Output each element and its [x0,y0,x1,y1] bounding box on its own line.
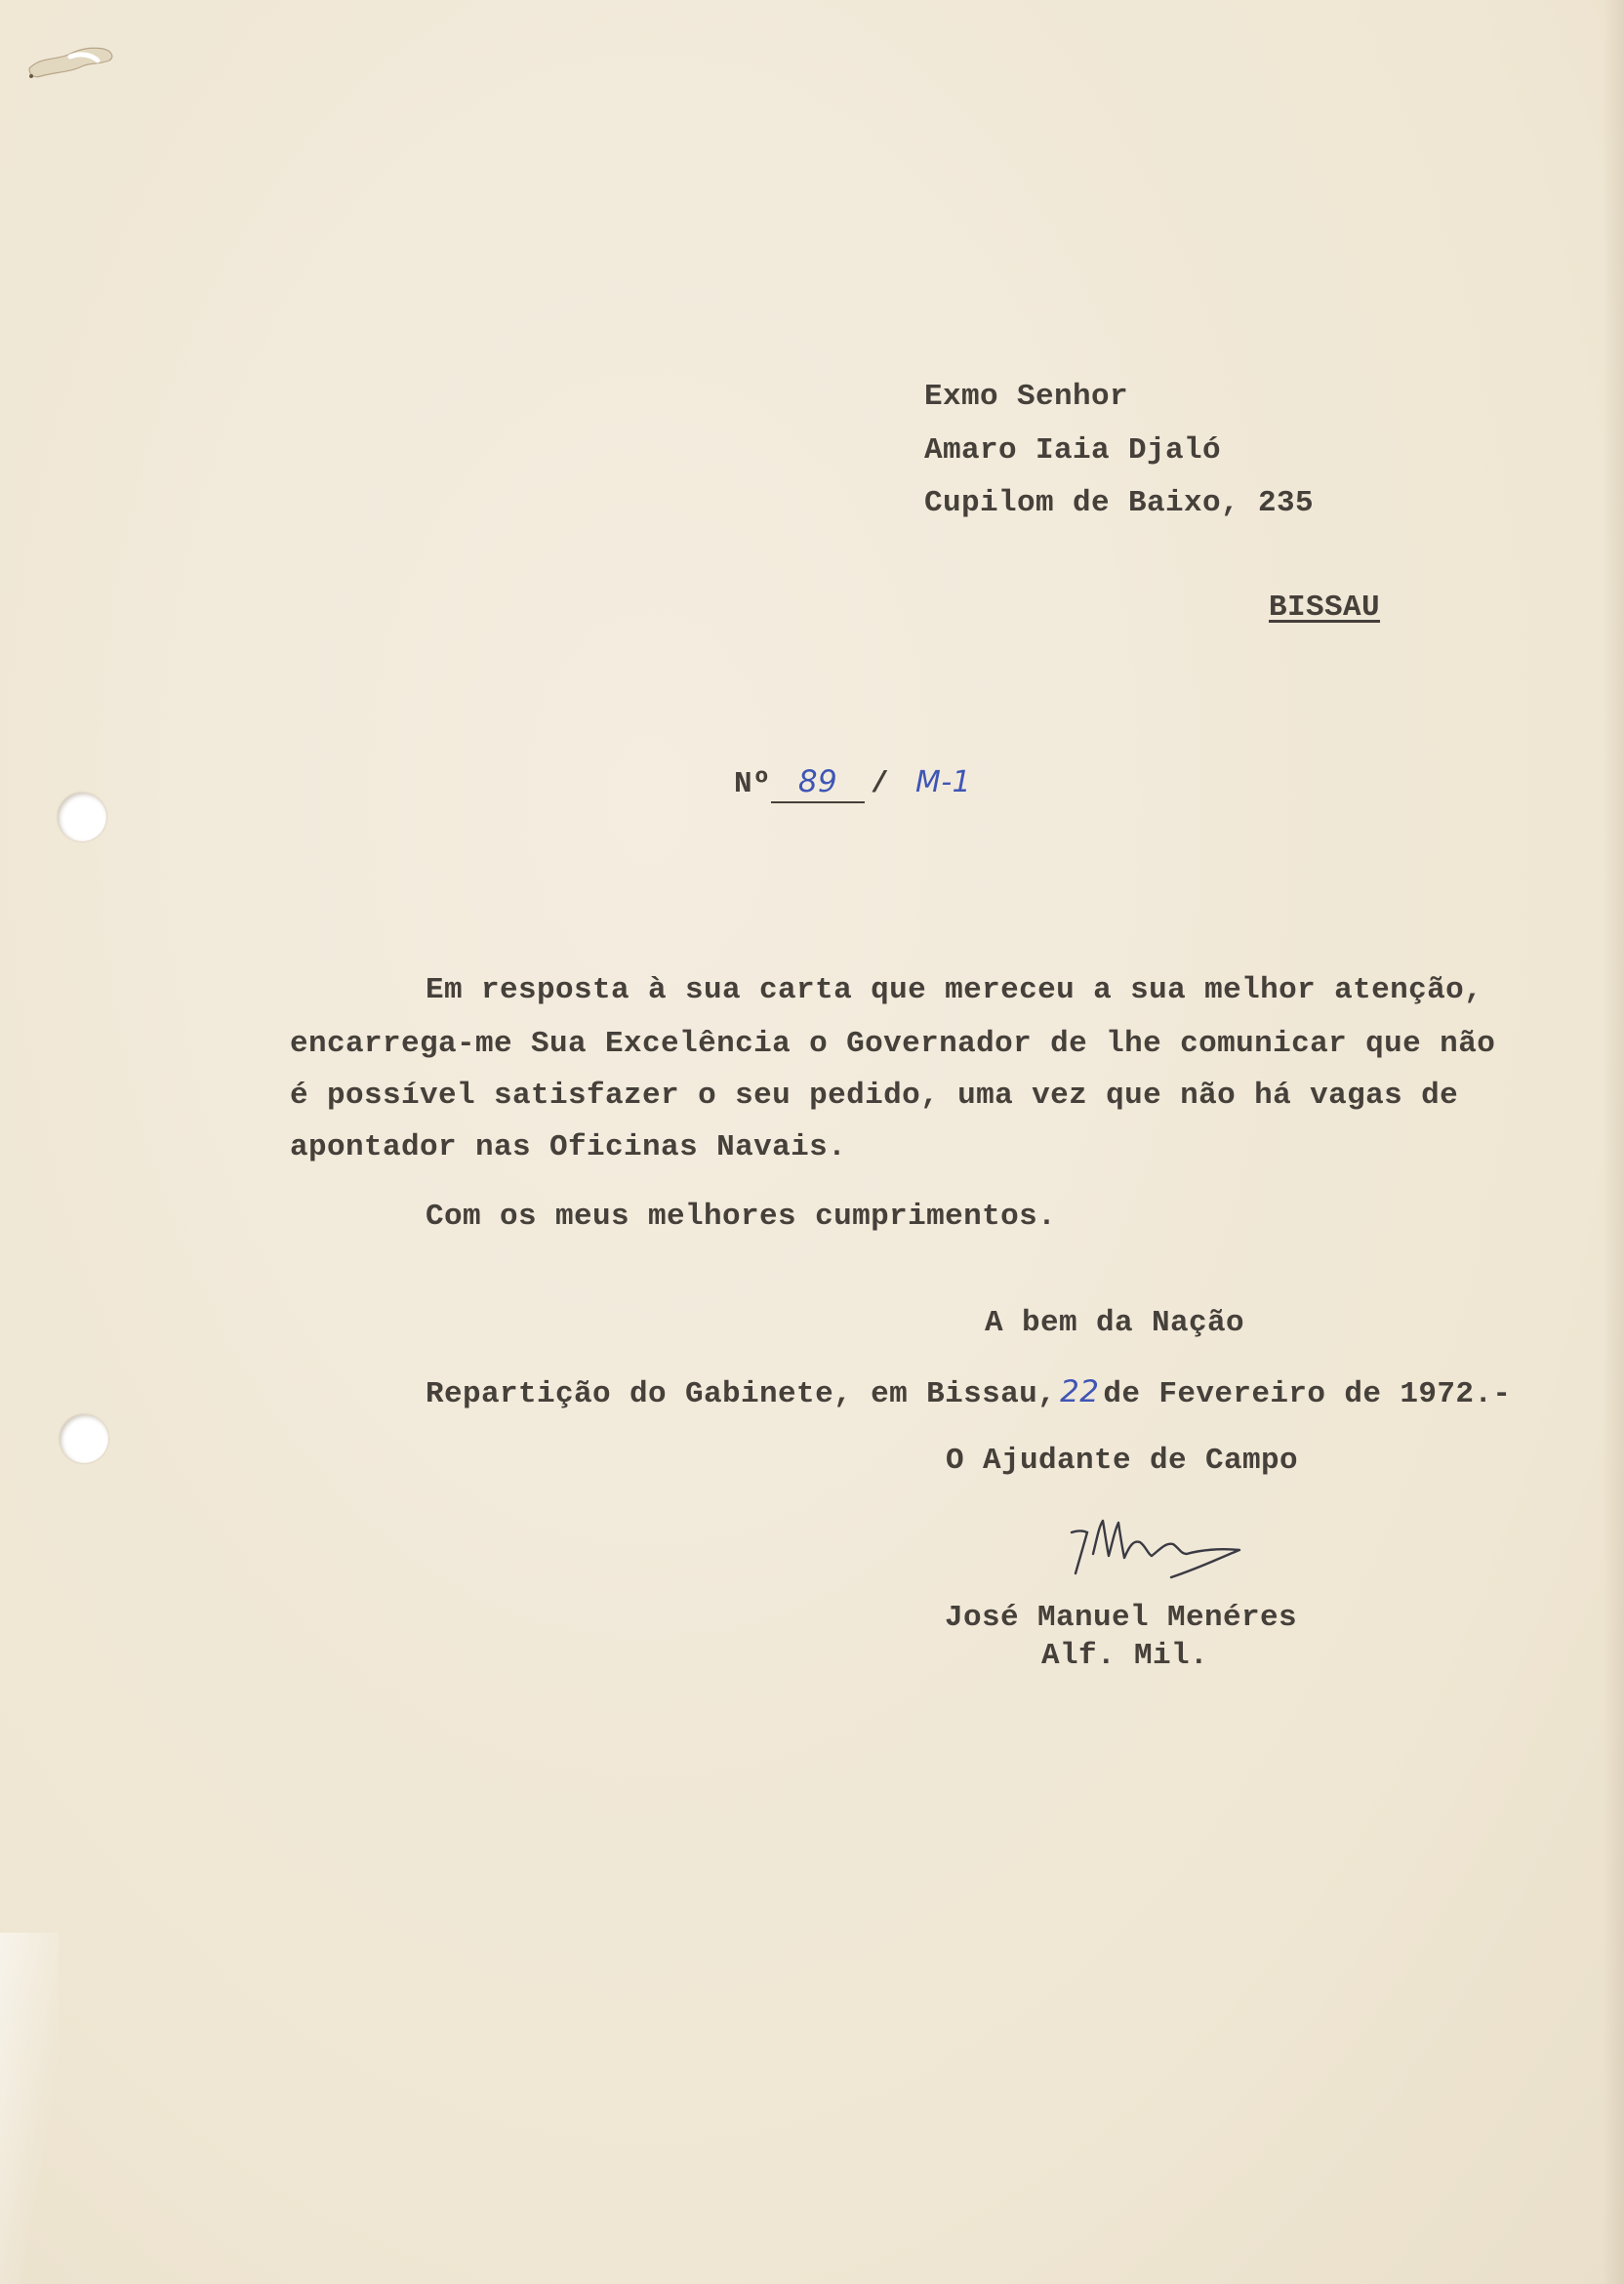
recipient-salutation: Exmo Senhor [924,380,1129,414]
date-day: 22 [1060,1374,1100,1409]
reference-number-field [771,764,865,803]
recipient-address: Cupilom de Baixo, 235 [924,486,1315,520]
punch-hole-bottom [60,1414,108,1463]
reference-number: 89 [797,764,838,799]
reference-line [734,764,971,803]
closing-line: Com os meus melhores cumprimentos. [426,1200,1057,1234]
body-line-4: apontador nas Oficinas Navais. [290,1130,847,1164]
reference-prefix: Nº [734,767,772,801]
place-date-suffix: de Fevereiro de 1972.- [1103,1377,1512,1411]
signer-role: O Ajudante de Campo [946,1444,1299,1478]
punch-hole-top [58,793,106,841]
signer-name: José Manuel Menéres [945,1601,1298,1635]
recipient-name: Amaro Iaia Djaló [924,433,1222,468]
reference-separator: / [871,767,890,801]
motto: A bem da Nação [985,1306,1245,1340]
place-date-line [426,1374,1511,1411]
body-line-3: é possível satisfazer o seu pedido, uma vez que não há vagas de [290,1079,1459,1113]
recipient-city: BISSAU [1269,591,1381,625]
paper-shadow-edge [1603,0,1624,2284]
body-line-2: encarrega-me Sua Excelência o Governador de lhe comunicar que não [290,1027,1496,1061]
place-date-prefix: Repartição do Gabinete, em Bissau, [426,1377,1057,1411]
paper-fold-highlight [0,1933,59,2284]
signer-rank: Alf. Mil. [1041,1639,1209,1673]
paper-tear-mark [21,27,139,86]
handwritten-signature [1054,1503,1279,1591]
body-line-1: Em resposta à sua carta que mereceu a sua melhor atenção, [426,973,1483,1007]
reference-code: M-1 [915,765,972,799]
